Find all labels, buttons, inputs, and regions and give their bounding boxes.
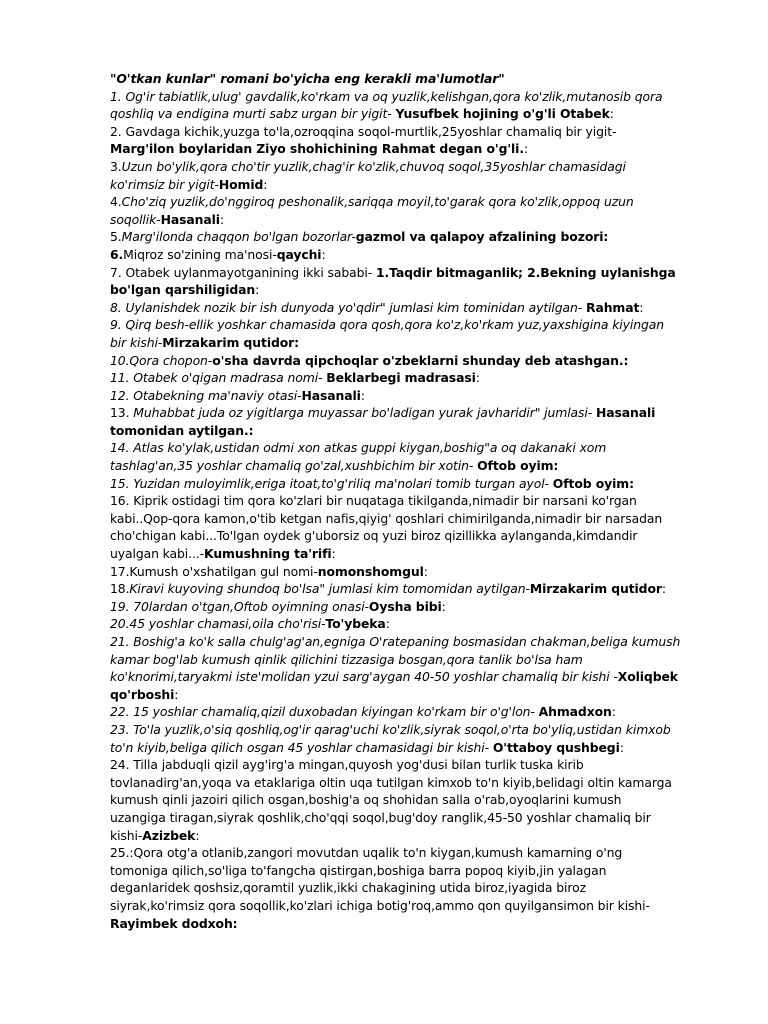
text-segment: Qora chopon- — [129, 352, 213, 368]
document-body — [110, 88, 730, 933]
text-line — [110, 756, 730, 774]
bold-answer: Kumushning ta'rifi — [204, 546, 332, 562]
document-title: "O'tkan kunlar" romani bo'yicha eng kerakli ma'lumotlar" — [110, 71, 505, 86]
text-line — [110, 651, 730, 669]
text-segment: 16. Kiprik ostidagi tim qora ko'zlari bir nuqataga tikilganda,nimadir bir narsani ko'rgan — [110, 493, 637, 509]
text-segment: 15. Yuzidan muloyimlik,eriga itoat,to'g'riliq ma'nolari tomib turgan ayol- — [110, 475, 553, 491]
text-segment: 11. Otabek o'qigan madrasa nomi- — [110, 370, 327, 386]
text-segment: Cho'ziq yuzlik,do'nggiroq peshonalik,sariqqa moyil,to'garak qora ko'zlik,oppoq uzun — [121, 194, 634, 210]
text-segment: 24. Tilla jabduqli qizil ayg'irg'a mingan,quyosh yog'dusi bilan turlik tuska kirib — [110, 757, 584, 773]
bold-answer: o'sha davrda qipchoqlar o'zbeklarni shunday deb atashgan.: — [212, 352, 629, 368]
text-line — [110, 404, 730, 422]
text-line — [110, 827, 730, 845]
bold-answer: tomonidan aytilgan.: — [110, 422, 254, 438]
text-segment: 23. To'la yuzlik,o'siq qoshliq,og'ir qarag'uchi ko'zlik,siyrak soqol,o'rta bo'yliq,ustidan kimxob — [110, 721, 671, 737]
text-segment: 1. Og'ir tabiatlik,ulug' gavdalik,ko'rkam va oq yuzlik,kelishgan,qora ko'zlik,mutanosib qora — [110, 88, 663, 104]
bold-answer: To'ybeka — [325, 616, 386, 632]
text-segment: : — [423, 563, 428, 579]
bold-answer: Oftob oyim: — [477, 458, 559, 474]
text-segment: tashlag'an,35 yoshlar chamaliq go'zal,xushbichim bir xotin- — [110, 458, 478, 474]
text-line — [110, 176, 730, 194]
bold-answer: Hasanali — [301, 387, 361, 403]
text-line — [110, 721, 730, 739]
bold-answer: Yusufbek hojining o'g'li Otabek — [395, 106, 610, 122]
bold-answer: Ahmadxon — [538, 704, 612, 720]
text-line — [110, 686, 730, 704]
text-segment: 17.Kumush o'xshatilgan gul nomi- — [110, 563, 318, 579]
text-segment: : — [195, 827, 200, 843]
text-segment: Muhabbat juda oz yigitlarga muyassar bo'ladigan yurak javharidir" jumlasi- — [133, 405, 596, 421]
text-segment: siyrak,ko'rimsiz qora soqollik,ko'zlari ichiga botig'roq,ammo qon quyilgansimon bir kishi- — [110, 897, 650, 913]
text-segment: 3. — [110, 158, 122, 174]
text-line — [110, 281, 730, 299]
bold-answer: Rayimbek dodxoh: — [110, 915, 238, 931]
bold-answer: nomonshomgul — [317, 563, 424, 579]
text-line — [110, 809, 730, 827]
text-line — [110, 580, 730, 598]
text-segment: soqollik- — [110, 211, 161, 227]
text-segment: : — [331, 546, 336, 562]
text-segment: uzangiga tiragan,siyrak qoshlik,cho'qqi soqol,bug'doy ranglik,45-50 yoshlar chamaliq bir — [110, 809, 651, 825]
text-segment: Miqroz so'zining ma'nosi- — [123, 246, 277, 262]
document-page — [110, 70, 730, 932]
text-line — [110, 492, 730, 510]
text-segment: : — [619, 739, 624, 755]
text-line — [110, 352, 730, 370]
bold-answer: 1.Taqdir bitmaganlik; 2.Bekning uylanishga — [375, 264, 676, 280]
text-segment: ko'rimsiz bir yigit- — [110, 176, 219, 192]
text-segment: kishi- — [110, 827, 143, 843]
bold-answer: O'ttaboy qushbegi — [492, 739, 620, 755]
bold-answer: Hasanali — [160, 211, 220, 227]
bold-answer: Rahmat — [586, 299, 640, 315]
bold-answer: Homid — [218, 176, 264, 192]
text-segment: 9. Qirq besh-ellik yoshkar chamasida qora qosh,qora ko'z,ko'rkam yuz,yaxshigina kiyingan — [110, 317, 664, 333]
bold-answer: Oftob oyim: — [552, 475, 634, 491]
text-segment: : — [360, 387, 365, 403]
text-segment: : — [174, 686, 179, 702]
text-segment: bir kishi- — [110, 334, 163, 350]
text-line — [110, 703, 730, 721]
bold-answer: 6. — [110, 246, 124, 262]
text-line — [110, 264, 730, 282]
text-line — [110, 369, 730, 387]
text-line — [110, 228, 730, 246]
text-segment: to'n kiyib,beliga qilich osgan 45 yoshlar chamasidagi bir kishi- — [110, 739, 493, 755]
bold-answer: qo'rboshi — [110, 686, 175, 702]
text-segment: 2. Gavdaga kichik,yuzga to'la,ozroqqina soqol-murtlik,25yoshlar chamaliq bir yigit- — [110, 123, 617, 139]
text-line — [110, 563, 730, 581]
text-segment: kamar bog'lab kumush qinlik qilichini tizzasiga bosgan,qora tanlik bo'lsa ham — [110, 651, 583, 667]
text-segment: 22. 15 yoshlar chamaliq,qizil duxobadan kiyingan ko'rkam bir o'g'lon- — [110, 704, 539, 720]
bold-answer: Azizbek — [142, 827, 196, 843]
text-segment: : — [441, 598, 446, 614]
bold-answer: Beklarbegi madrasasi — [326, 370, 476, 386]
text-line — [110, 615, 730, 633]
text-line — [110, 668, 730, 686]
text-segment: 14. Atlas ko'ylak,ustidan odmi xon atkas guppi kiygan,boshig"a oq dakanaki xom — [110, 440, 607, 456]
bold-answer: Oysha bibi — [368, 598, 442, 614]
text-line — [110, 879, 730, 897]
text-line — [110, 774, 730, 792]
text-line — [110, 791, 730, 809]
text-line — [110, 457, 730, 475]
text-segment: uyalgan kabi...- — [110, 546, 205, 562]
text-segment: 12. Otabekning ma'naviy otasi- — [110, 387, 302, 403]
text-segment: : — [661, 581, 666, 597]
text-line — [110, 246, 730, 264]
text-segment: : — [263, 176, 268, 192]
text-line — [110, 475, 730, 493]
text-segment: 21. Boshig'a ko'k salla chulg'ag'an,egniga O'ratepaning bosmasidan chakman,beliga kumush — [110, 634, 681, 649]
text-segment: kabi..Qop-qora kamon,o'tib ketgan nafis,qiyig' qoshlari chimirilganda,nimadir bir narsadan — [110, 510, 663, 526]
text-segment: : — [321, 246, 326, 262]
text-line — [110, 633, 730, 651]
text-line — [110, 862, 730, 880]
text-line — [110, 527, 730, 545]
text-segment: Uzun bo'ylik,qora cho'tir yuzlik,chag'ir ko'zlik,chuvoq soqol,35yoshlar chamasidagi — [121, 158, 626, 174]
text-segment: : — [219, 211, 224, 227]
bold-answer: Mirzakarim qutidor — [529, 581, 662, 597]
text-line — [110, 422, 730, 440]
text-segment: 25.:Qora otg'a otlanib,zangori movutdan uqalik to'n kiygan,kumush kamarning o'ng — [110, 845, 623, 861]
text-line — [110, 844, 730, 862]
bold-answer: gazmol va qalapoy afzalining bozori: — [355, 229, 609, 245]
text-line — [110, 598, 730, 616]
text-segment: deganlaridek qoshsiz,qoramtil yuzlik,ikki chakagining utida biroz,iyagida biroz — [110, 880, 586, 896]
text-segment: : — [475, 370, 480, 386]
text-line — [110, 439, 730, 457]
text-segment: tovlanadirg'an,yoqa va etaklariga oltin uqa tutilgan kimxob to'n kiyib,belidagi oltin kamarga — [110, 774, 672, 790]
text-segment: 4. — [110, 194, 122, 210]
text-segment: : — [639, 299, 644, 315]
text-line — [110, 387, 730, 405]
text-segment: cho'chigan kabi...To'lgan oydek g'uborsiz oq yuzi biroz qizillikka aylanganda,kimdandir — [110, 528, 638, 544]
text-segment: qoshliq va endigina murti sabz urgan bir yigit- — [110, 106, 396, 122]
text-line — [110, 158, 730, 176]
bold-answer: Xoliqbek — [617, 669, 678, 685]
text-line — [110, 739, 730, 757]
bold-answer: Mirzakarim qutidor: — [162, 334, 300, 350]
text-segment: 5. — [110, 229, 122, 245]
text-segment: : — [523, 141, 529, 157]
text-line — [110, 123, 730, 141]
text-line — [110, 897, 730, 915]
text-line — [110, 915, 730, 933]
text-segment: : — [385, 616, 390, 632]
text-segment: 10. — [110, 352, 130, 368]
text-line — [110, 510, 730, 528]
text-segment: 20.45 yoshlar chamasi,oila cho'risi- — [110, 616, 326, 632]
bold-answer: Hasanali — [595, 405, 656, 421]
text-line — [110, 140, 730, 158]
text-line — [110, 334, 730, 352]
text-line — [110, 211, 730, 229]
text-line — [110, 88, 730, 106]
text-segment: kumush qinli jazoiri qilich osgan,boshig'a oq shohidan salla o'rab,oyoqlarini kumush — [110, 792, 622, 808]
text-segment: 13. — [110, 405, 134, 421]
text-segment: 19. 70lardan o'tgan,Oftob oyimning onasi- — [110, 598, 369, 614]
text-segment: ko'knorimi,taryakmi iste'molidan yzui sarg'aygan 40-50 yoshlar chamaliq bir kishi - — [110, 669, 618, 685]
text-line — [110, 193, 730, 211]
bold-answer: bo'lgan qarshiligidan — [110, 282, 256, 298]
text-segment: : — [255, 282, 260, 298]
text-segment: 8. Uylanishdek nozik bir ish dunyoda yo'qdir" jumlasi kim tominidan aytilgan- — [110, 299, 586, 315]
text-segment: : — [611, 704, 616, 720]
text-segment: 18. — [110, 581, 130, 597]
text-line — [110, 316, 730, 334]
text-line — [110, 299, 730, 317]
bold-answer: qaychi — [276, 246, 322, 262]
bold-answer: Marg'ilon boylaridan Ziyo shohichining Rahmat degan o'g'li. — [110, 141, 524, 157]
text-segment: : — [609, 106, 614, 122]
text-segment: Kiravi kuyoving shundoq bo'lsa" jumlasi kim tomomidan aytilgan- — [129, 581, 530, 597]
text-segment: tomoniga qilich,so'liga to'fangcha qistirgan,boshiga barra popoq kiyib,jin yalagan — [110, 862, 607, 878]
text-line — [110, 105, 730, 123]
text-segment: 7. Otabek uylanmayotganining ikki sababi- — [110, 264, 376, 280]
text-line — [110, 545, 730, 563]
text-segment: Marg'ilonda chaqqon bo'lgan bozorlar- — [121, 229, 356, 245]
